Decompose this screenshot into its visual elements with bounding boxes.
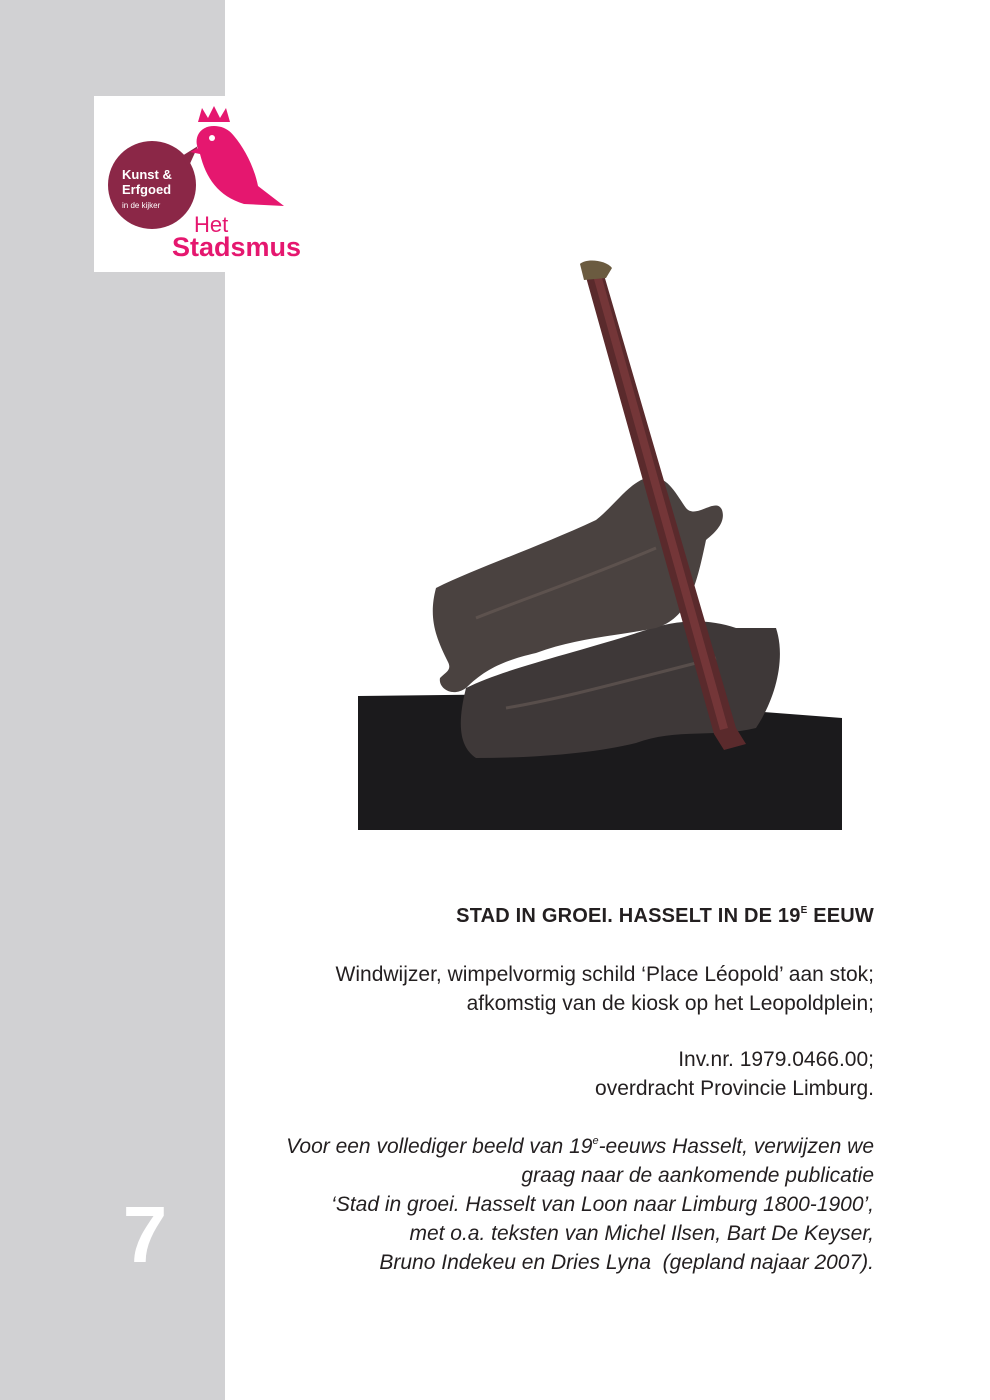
logo-bubble-line-1: Kunst &: [122, 167, 172, 182]
note-line-1: [194, 1127, 874, 1161]
inventory-info: [174, 1045, 874, 1103]
description-line-2: afkomstig van de kiosk op het Leopoldplein;: [466, 992, 874, 1015]
logo-name-large: Stadsmus: [172, 232, 302, 262]
weathervane-photo: [356, 258, 844, 833]
note-line-3: ‘Stad in groei. Hasselt van Loon naar Limburg 1800-1900’,: [331, 1193, 874, 1216]
publication-note: [194, 1127, 874, 1277]
note-line-4: met o.a. teksten van Michel Ilsen, Bart De Keyser,: [409, 1222, 874, 1245]
section-heading: [274, 905, 874, 928]
note-line-2: graag naar de aankomende publicatie: [521, 1164, 874, 1187]
object-description: [174, 960, 874, 1018]
sparrow-icon: [190, 106, 284, 206]
note-line-5: Bruno Indekeu en Dries Lyna (gepland najaar 2007).: [379, 1251, 874, 1274]
note-line-1-b: -eeuws Hasselt, verwijzen we: [598, 1135, 874, 1158]
inventory-line-1: Inv.nr. 1979.0466.00;: [678, 1048, 874, 1071]
logo-name-small: Het: [194, 212, 229, 237]
stadsmus-logo: [94, 96, 325, 272]
heading-superscript: E: [800, 905, 808, 916]
page-number: 7: [122, 1190, 168, 1279]
note-line-1-a: Voor een vollediger beeld van 19: [286, 1135, 593, 1158]
heading-tail: EEUW: [807, 905, 874, 927]
logo-bubble-line-3: in de kijker: [122, 201, 161, 210]
heading-main: STAD IN GROEI. HASSELT IN DE 19: [456, 905, 801, 927]
inventory-line-2: overdracht Provincie Limburg.: [595, 1077, 874, 1100]
description-line-1: Windwijzer, wimpelvormig schild ‘Place Léopold’ aan stok;: [335, 963, 874, 986]
logo-bubble-line-2: Erfgoed: [122, 182, 172, 197]
note-line-1-sup: e: [592, 1135, 599, 1147]
